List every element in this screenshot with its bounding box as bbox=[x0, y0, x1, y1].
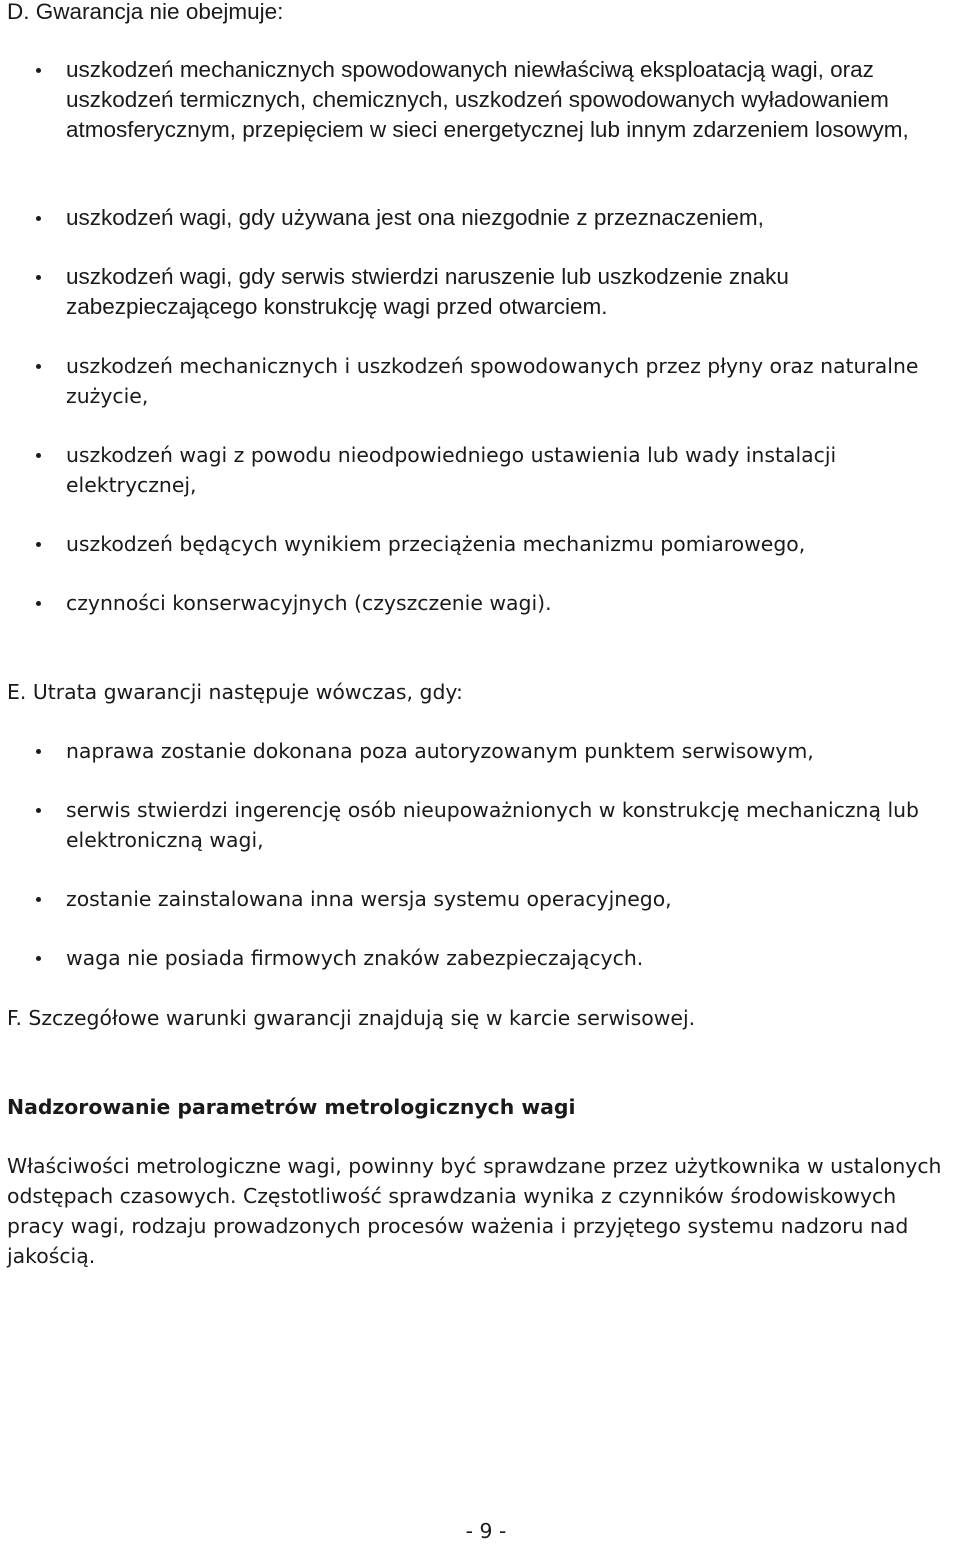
section-title: Nadzorowanie parametrów metrologicznych wagi bbox=[7, 1095, 576, 1119]
page-number: - 9 - bbox=[465, 1519, 507, 1543]
section-f-text: F. Szczegółowe warunki gwarancji znajdują się w karcie serwisowej. bbox=[7, 1006, 696, 1030]
list-item: naprawa zostanie dokonana poza autoryzowanym punktem serwisowym, bbox=[66, 736, 960, 766]
list-item: waga nie posiada firmowych znaków zabezpieczających. bbox=[66, 943, 960, 973]
list-item: uszkodzeń wagi z powodu nieodpowiedniego ustawienia lub wady instalacji elektrycznej, bbox=[66, 440, 960, 500]
list-item: uszkodzeń będących wynikiem przeciążenia mechanizmu pomiarowego, bbox=[66, 529, 960, 559]
list-item: czynności konserwacyjnych (czyszczenie wagi). bbox=[66, 588, 960, 618]
section-d-heading: D. Gwarancja nie obejmuje: bbox=[7, 0, 284, 24]
list-item: serwis stwierdzi ingerencję osób nieupoważnionych w konstrukcję mechaniczną lub elektroniczną wagi, bbox=[66, 795, 960, 855]
list-item: uszkodzeń mechanicznych spowodowanych niewłaściwą eksploatacją wagi, oraz uszkodzeń termicznych, chemicznych, uszkodzeń spowodowanych wyładowaniem atmosferycznym, przepięciem w sieci energetycznej lub innym zdarzeniem losowym, bbox=[66, 55, 960, 145]
list-item: uszkodzeń wagi, gdy używana jest ona niezgodnie z przeznaczeniem, bbox=[66, 203, 960, 233]
metrology-paragraph: Właściwości metrologiczne wagi, powinny być sprawdzane przez użytkownika w ustalonych odstępach czasowych. Częstotliwość sprawdzania wynika z czynników środowiskowych pracy wagi, rodzaju prowadzonych procesów ważenia i przyjętego systemu nadzoru nad jakością. bbox=[7, 1154, 942, 1268]
section-e-heading: E. Utrata gwarancji następuje wówczas, gdy: bbox=[7, 680, 463, 704]
list-item: uszkodzeń mechanicznych i uszkodzeń spowodowanych przez płyny oraz naturalne zużycie, bbox=[66, 351, 960, 411]
list-item: uszkodzeń wagi, gdy serwis stwierdzi naruszenie lub uszkodzenie znaku zabezpieczającego konstrukcję wagi przed otwarciem. bbox=[66, 262, 960, 322]
list-item: zostanie zainstalowana inna wersja systemu operacyjnego, bbox=[66, 884, 960, 914]
